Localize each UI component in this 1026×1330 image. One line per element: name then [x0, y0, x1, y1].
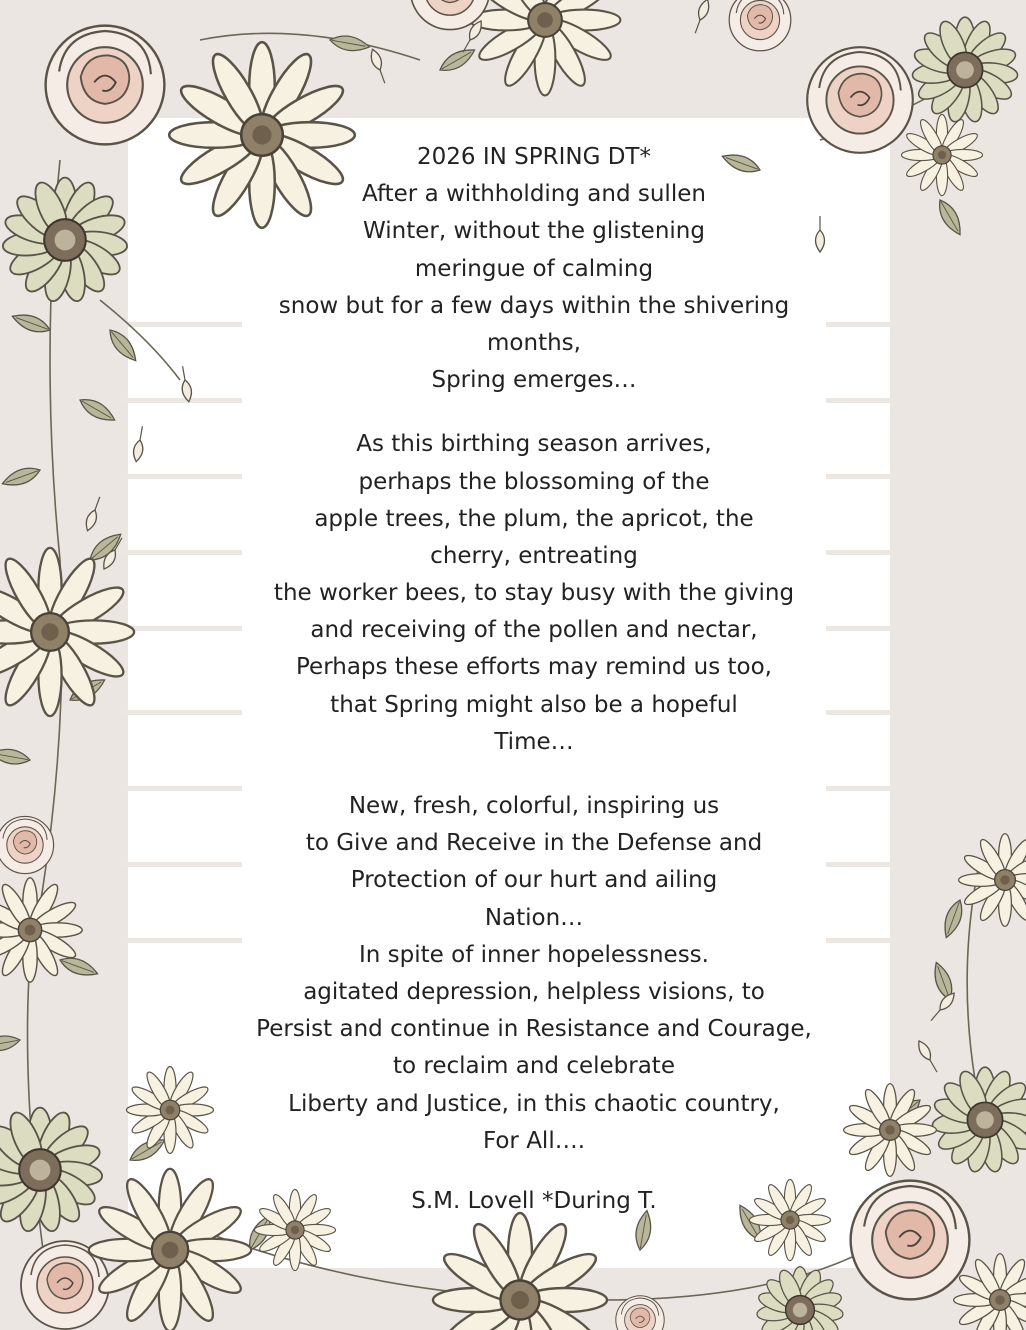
poem-line: apple trees, the plum, the apricot, the	[314, 505, 754, 532]
poem-line: perhaps the blossoming of the	[358, 468, 710, 495]
poem-line: Liberty and Justice, in this chaotic country,	[288, 1090, 780, 1117]
poem-line: to Give and Receive in the Defense and	[305, 830, 763, 857]
stanza-break	[236, 761, 832, 788]
poem-line: snow but for a few days within the shivering	[278, 292, 790, 319]
poem-line: Winter, without the glistening	[363, 218, 705, 245]
poem-line: In spite of inner hopelessness.	[359, 941, 709, 968]
stanza-break	[236, 1160, 832, 1183]
poem-line: agitated depression, helpless visions, to	[303, 978, 765, 1005]
poem-line: and receiving of the pollen and nectar,	[310, 617, 758, 644]
poem-line: Persist and continue in Resistance and Courage,	[256, 1016, 812, 1043]
poem-line: months,	[487, 329, 581, 356]
poem-line: New, fresh, colorful, inspiring us	[348, 793, 720, 819]
poem-line: Protection of our hurt and ailing	[350, 867, 718, 894]
poem-line: cherry, entreating	[430, 542, 638, 569]
poem-line: Perhaps these efforts may remind us too,	[296, 654, 772, 681]
poem-text	[236, 139, 832, 1220]
poem-line: meringue of calming	[414, 255, 654, 282]
poem-signature: S.M. Lovell *During T.	[411, 1187, 657, 1214]
poem-line: Time…	[494, 728, 574, 755]
poem-line: Spring emerges…	[431, 367, 637, 394]
poem-line: to reclaim and celebrate	[393, 1053, 675, 1080]
stanza-break	[236, 399, 832, 426]
poem-line: For All….	[482, 1127, 586, 1154]
poem-line: that Spring might also be a hopeful	[330, 691, 738, 718]
poem-line: As this birthing season arrives,	[356, 431, 712, 458]
poem-line: After a withholding and sullen	[362, 181, 706, 208]
poem-line: the worker bees, to stay busy with the giving	[273, 580, 795, 607]
poem-title: 2026 IN SPRING DT*	[417, 144, 651, 170]
poem-line: Nation…	[484, 904, 584, 931]
